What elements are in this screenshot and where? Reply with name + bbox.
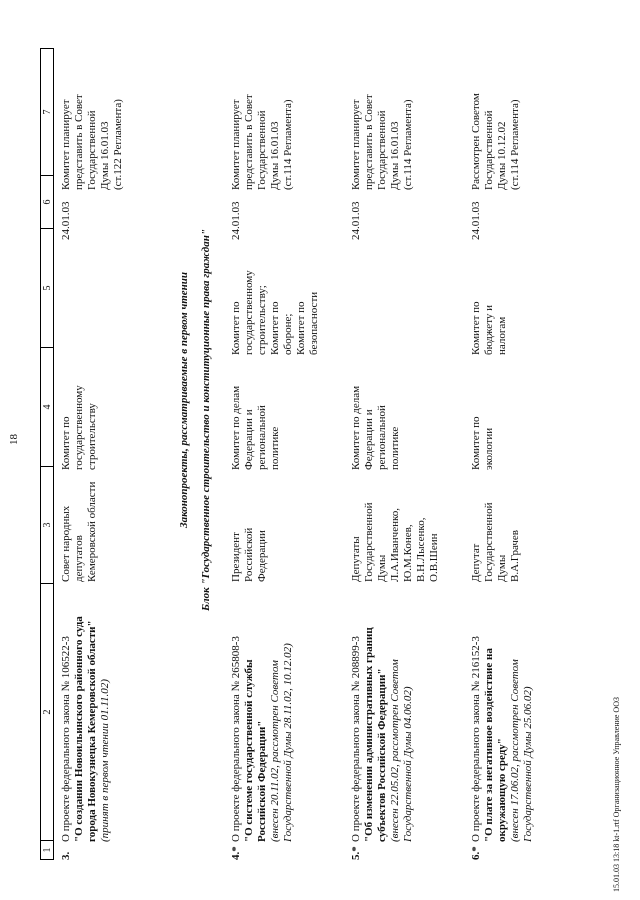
text-line: Кемеровской области <box>86 481 98 582</box>
text-line: Ю.М.Конев, <box>402 524 414 582</box>
bill-title <box>230 587 295 842</box>
col-header-4: 4 <box>41 348 54 467</box>
bill-title <box>60 587 112 842</box>
initiator <box>230 472 269 582</box>
status-note <box>230 65 295 190</box>
text-line: Депутаты <box>350 536 362 582</box>
text-line: Государственной <box>363 502 375 582</box>
column-header-table <box>40 48 54 860</box>
text-line: Государственной <box>256 110 268 190</box>
text-line: Комитет по делам <box>350 385 362 470</box>
text-line: Комитет планирует <box>60 99 72 190</box>
text-line: Государственной <box>483 502 495 582</box>
text-line: Думы 16.01.03 <box>269 121 281 190</box>
review-date: 24.01.03 <box>350 201 362 240</box>
text-line: (ст.114 Регламента) <box>509 99 521 190</box>
text-line: Государственной <box>86 110 98 190</box>
col-header-2: 2 <box>41 584 54 841</box>
text-line: Комитет по <box>60 416 72 470</box>
status-note <box>60 65 125 190</box>
text-line: Думы 16.01.03 <box>99 121 111 190</box>
text-line: "О плате за негативное воздействие на <box>483 648 495 842</box>
text-line: Российской Федерации" <box>256 720 268 842</box>
text-line: Думы 16.01.03 <box>389 121 401 190</box>
bill-title <box>470 587 535 842</box>
status-note <box>350 65 415 190</box>
text-line: Федерации и <box>243 409 255 470</box>
text-line: Комитет по делам <box>230 385 242 470</box>
review-date: 24.01.03 <box>230 201 242 240</box>
text-line: Комитет по <box>269 301 281 355</box>
text-line: государственному <box>243 270 255 355</box>
text-line: Л.А.Иванченко, <box>389 507 401 582</box>
text-line: (внесен 20.11.02, рассмотрен Советом <box>269 660 281 842</box>
text-line: представить в Совет <box>363 94 375 190</box>
text-line: окружающую среду" <box>496 738 508 842</box>
col-header-6: 6 <box>41 176 54 229</box>
text-line: "Об изменении административных границ <box>363 627 375 842</box>
text-line: Российской <box>243 527 255 582</box>
responsible-committee <box>350 358 402 470</box>
text-line: О.В.Шеин <box>428 533 440 582</box>
text-line: (ст.122 Регламента) <box>112 99 124 190</box>
row-number: 5.* <box>350 846 362 860</box>
section-title: Законопроекты, рассматриваемые в первом чтении <box>178 272 190 528</box>
block-title: Блок "Государственное строительство и конституционные права граждан" <box>200 229 212 611</box>
text-line: налогам <box>496 316 508 355</box>
col-header-7: 7 <box>41 49 54 176</box>
text-line: Государственной <box>376 110 388 190</box>
bill-title <box>350 587 415 842</box>
text-line: Комитет планирует <box>350 99 362 190</box>
text-line: "О создании Новоильинского районного суда <box>73 616 85 842</box>
text-line: Комитет планирует <box>230 99 242 190</box>
text-line: Совет народных <box>60 505 72 582</box>
text-line: Думы 10.12.02 <box>496 121 508 190</box>
col-header-5: 5 <box>41 229 54 348</box>
text-line: представить в Совет <box>243 94 255 190</box>
text-line: Государственной Думы 25.06.02) <box>522 686 534 842</box>
responsible-committee <box>60 358 99 470</box>
text-line: О проекте федерального закона № 216152-3 <box>470 636 482 842</box>
row-number: 4.* <box>230 846 242 860</box>
text-line: Депутат <box>470 543 482 582</box>
text-line: Федерации и <box>363 409 375 470</box>
responsible-committee <box>470 358 496 470</box>
text-line: Думы <box>496 554 508 582</box>
text-line: Комитет по <box>295 301 307 355</box>
text-line: региональной <box>376 405 388 470</box>
row-number: 3. <box>60 851 72 860</box>
text-line: Президент <box>230 532 242 582</box>
text-line: строительству; <box>256 285 268 355</box>
text-line: государственному <box>73 385 85 470</box>
text-line: Государственной <box>483 110 495 190</box>
text-line: политике <box>269 426 281 470</box>
initiator <box>470 472 522 582</box>
text-line: Государственной Думы 04.06.02) <box>402 686 414 842</box>
text-line: О проекте федерального закона № 106522-3 <box>60 636 72 842</box>
text-line: (принят в первом чтении 01.11.02) <box>99 679 111 842</box>
page-number: 18 <box>8 434 20 445</box>
co-committee <box>470 243 509 355</box>
initiator <box>60 472 99 582</box>
text-line: (ст.114 Регламента) <box>402 99 414 190</box>
text-line: В.Н.Лысенко, <box>415 517 427 582</box>
review-date: 24.01.03 <box>60 201 72 240</box>
row-number: 6.* <box>470 846 482 860</box>
initiator <box>350 472 441 582</box>
text-line: В.А.Грачев <box>509 530 521 582</box>
text-line: (ст.114 Регламента) <box>282 99 294 190</box>
text-line: субъектов Российской Федерации" <box>376 668 388 842</box>
text-line: обороне; <box>282 313 294 355</box>
co-committee <box>230 243 321 355</box>
text-line: безопасности <box>308 291 320 355</box>
text-line: (внесен 17.06.02, рассмотрен Советом <box>509 659 521 842</box>
responsible-committee <box>230 358 282 470</box>
review-date: 24.01.03 <box>470 201 482 240</box>
text-line: Федерации <box>256 530 268 582</box>
text-line: депутатов <box>73 535 85 582</box>
text-line: Комитет по <box>470 416 482 470</box>
text-line: строительству <box>86 403 98 470</box>
text-line: политике <box>389 426 401 470</box>
text-line: города Новокузнецка Кемеровской области" <box>86 620 98 842</box>
text-line: Думы <box>376 554 388 582</box>
text-line: Комитет по <box>230 301 242 355</box>
footer-text: 15.01.03 13:18 kt-1.rtf Организационное Управление ООЗ <box>612 697 621 892</box>
text-line: Комитет по <box>470 301 482 355</box>
text-line: региональной <box>256 405 268 470</box>
text-line: экологии <box>483 427 495 470</box>
col-header-3: 3 <box>41 467 54 584</box>
text-line: "О системе государственной службы <box>243 659 255 842</box>
text-line: О проекте федерального закона № 265808-3 <box>230 636 242 842</box>
text-line: Государственной Думы 28.11.02, 10.12.02) <box>282 643 294 842</box>
text-line: (внесен 22.05.02, рассмотрен Советом <box>389 659 401 842</box>
text-line: представить в Совет <box>73 94 85 190</box>
text-line: бюджету и <box>483 305 495 355</box>
text-line: О проекте федерального закона № 208899-3 <box>350 636 362 842</box>
text-line: Рассмотрен Советом <box>470 93 482 190</box>
col-header-1: 1 <box>41 841 54 860</box>
status-note <box>470 65 522 190</box>
